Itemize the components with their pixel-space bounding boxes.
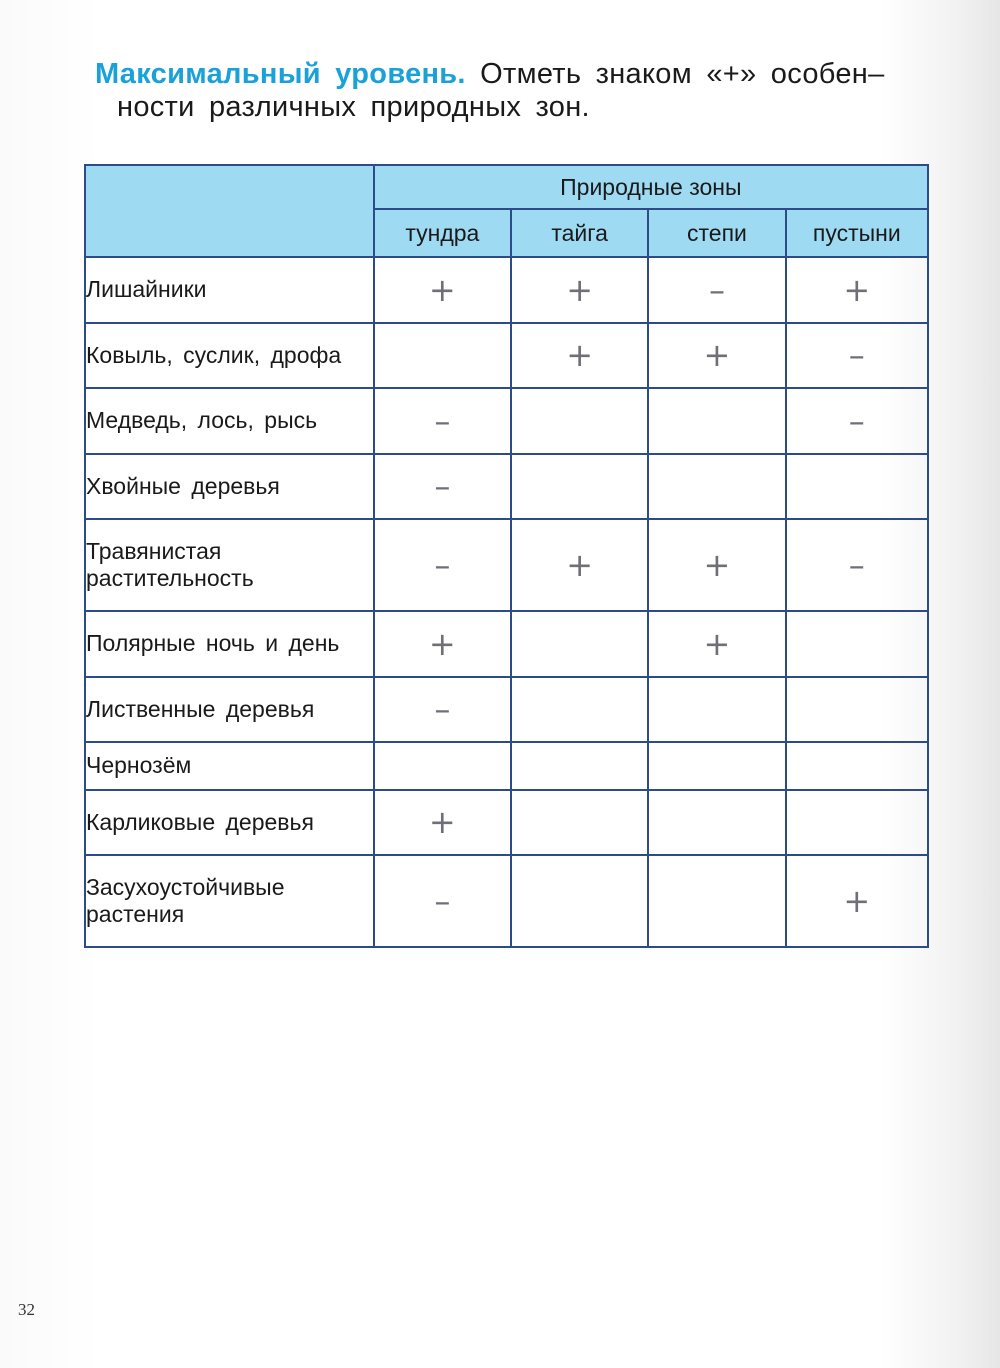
mark-cell[interactable] (511, 677, 648, 743)
feature-cell: Хвойные деревья (85, 454, 374, 520)
table-row (85, 677, 928, 743)
page-number: 32 (18, 1300, 35, 1319)
mark-cell[interactable]: – (374, 388, 511, 454)
mark-cell[interactable]: + (786, 855, 928, 947)
mark-cell[interactable] (374, 323, 511, 389)
feature-cell: Лишайники (85, 257, 374, 323)
mark-cell[interactable]: – (648, 257, 785, 323)
mark-cell[interactable] (511, 454, 648, 520)
mark-cell[interactable] (648, 677, 785, 743)
table-row (85, 855, 928, 947)
mark-cell[interactable]: + (648, 519, 785, 611)
mark-cell[interactable]: + (374, 611, 511, 677)
table-row (85, 790, 928, 856)
table-row (85, 454, 928, 520)
feature-cell: Карликовые деревья (85, 790, 374, 856)
table-row (85, 742, 928, 790)
table-row (85, 519, 928, 611)
mark-cell[interactable] (786, 454, 928, 520)
header-corner-cell (85, 165, 374, 257)
zone-header-tundra: тундра (374, 209, 511, 257)
feature-cell: Полярные ночь и день (85, 611, 374, 677)
mark-cell[interactable]: – (374, 677, 511, 743)
mark-cell[interactable]: + (786, 257, 928, 323)
mark-cell[interactable] (511, 742, 648, 790)
mark-cell[interactable]: – (374, 519, 511, 611)
mark-cell[interactable] (786, 677, 928, 743)
mark-cell[interactable]: – (786, 323, 928, 389)
table-row (85, 257, 928, 323)
feature-cell: Засухоустойчивые растения (85, 855, 374, 947)
mark-cell[interactable] (648, 855, 785, 947)
table-row (85, 388, 928, 454)
mark-cell[interactable]: + (511, 323, 648, 389)
level-label: Максимальный уровень. (95, 58, 466, 90)
mark-cell[interactable]: + (648, 611, 785, 677)
mark-cell[interactable]: + (511, 257, 648, 323)
mark-cell[interactable] (786, 611, 928, 677)
mark-cell[interactable]: – (786, 519, 928, 611)
mark-cell[interactable]: – (786, 388, 928, 454)
mark-cell[interactable] (374, 742, 511, 790)
mark-cell[interactable]: – (374, 454, 511, 520)
mark-cell[interactable] (511, 611, 648, 677)
table-header-row (85, 165, 928, 209)
table-row (85, 323, 928, 389)
mark-cell[interactable] (786, 742, 928, 790)
mark-cell[interactable] (511, 855, 648, 947)
zone-header-taiga: тайга (511, 209, 648, 257)
mark-cell[interactable] (786, 790, 928, 856)
mark-cell[interactable]: + (374, 790, 511, 856)
feature-cell: Чернозём (85, 742, 374, 790)
mark-cell[interactable] (511, 388, 648, 454)
mark-cell[interactable] (648, 790, 785, 856)
feature-cell: Медведь, лось, рысь (85, 388, 374, 454)
zone-header-desert: пустыни (786, 209, 928, 257)
zones-group-header: Природные зоны (374, 165, 928, 209)
instruction-line-2: ности различных природных зон. (117, 91, 590, 123)
mark-cell[interactable]: + (648, 323, 785, 389)
mark-cell[interactable]: + (374, 257, 511, 323)
instruction-text-1: Отметь знаком «+» особен– (480, 58, 885, 90)
task-instruction (95, 58, 945, 124)
feature-cell: Лиственные деревья (85, 677, 374, 743)
mark-cell[interactable] (511, 790, 648, 856)
mark-cell[interactable]: – (374, 855, 511, 947)
mark-cell[interactable] (648, 454, 785, 520)
natural-zones-table (84, 164, 929, 948)
feature-cell: Травянистая растительность (85, 519, 374, 611)
feature-cell: Ковыль, суслик, дрофа (85, 323, 374, 389)
instruction-line-1 (95, 58, 945, 91)
mark-cell[interactable]: + (511, 519, 648, 611)
zone-header-steppe: степи (648, 209, 785, 257)
mark-cell[interactable] (648, 388, 785, 454)
table-row (85, 611, 928, 677)
mark-cell[interactable] (648, 742, 785, 790)
